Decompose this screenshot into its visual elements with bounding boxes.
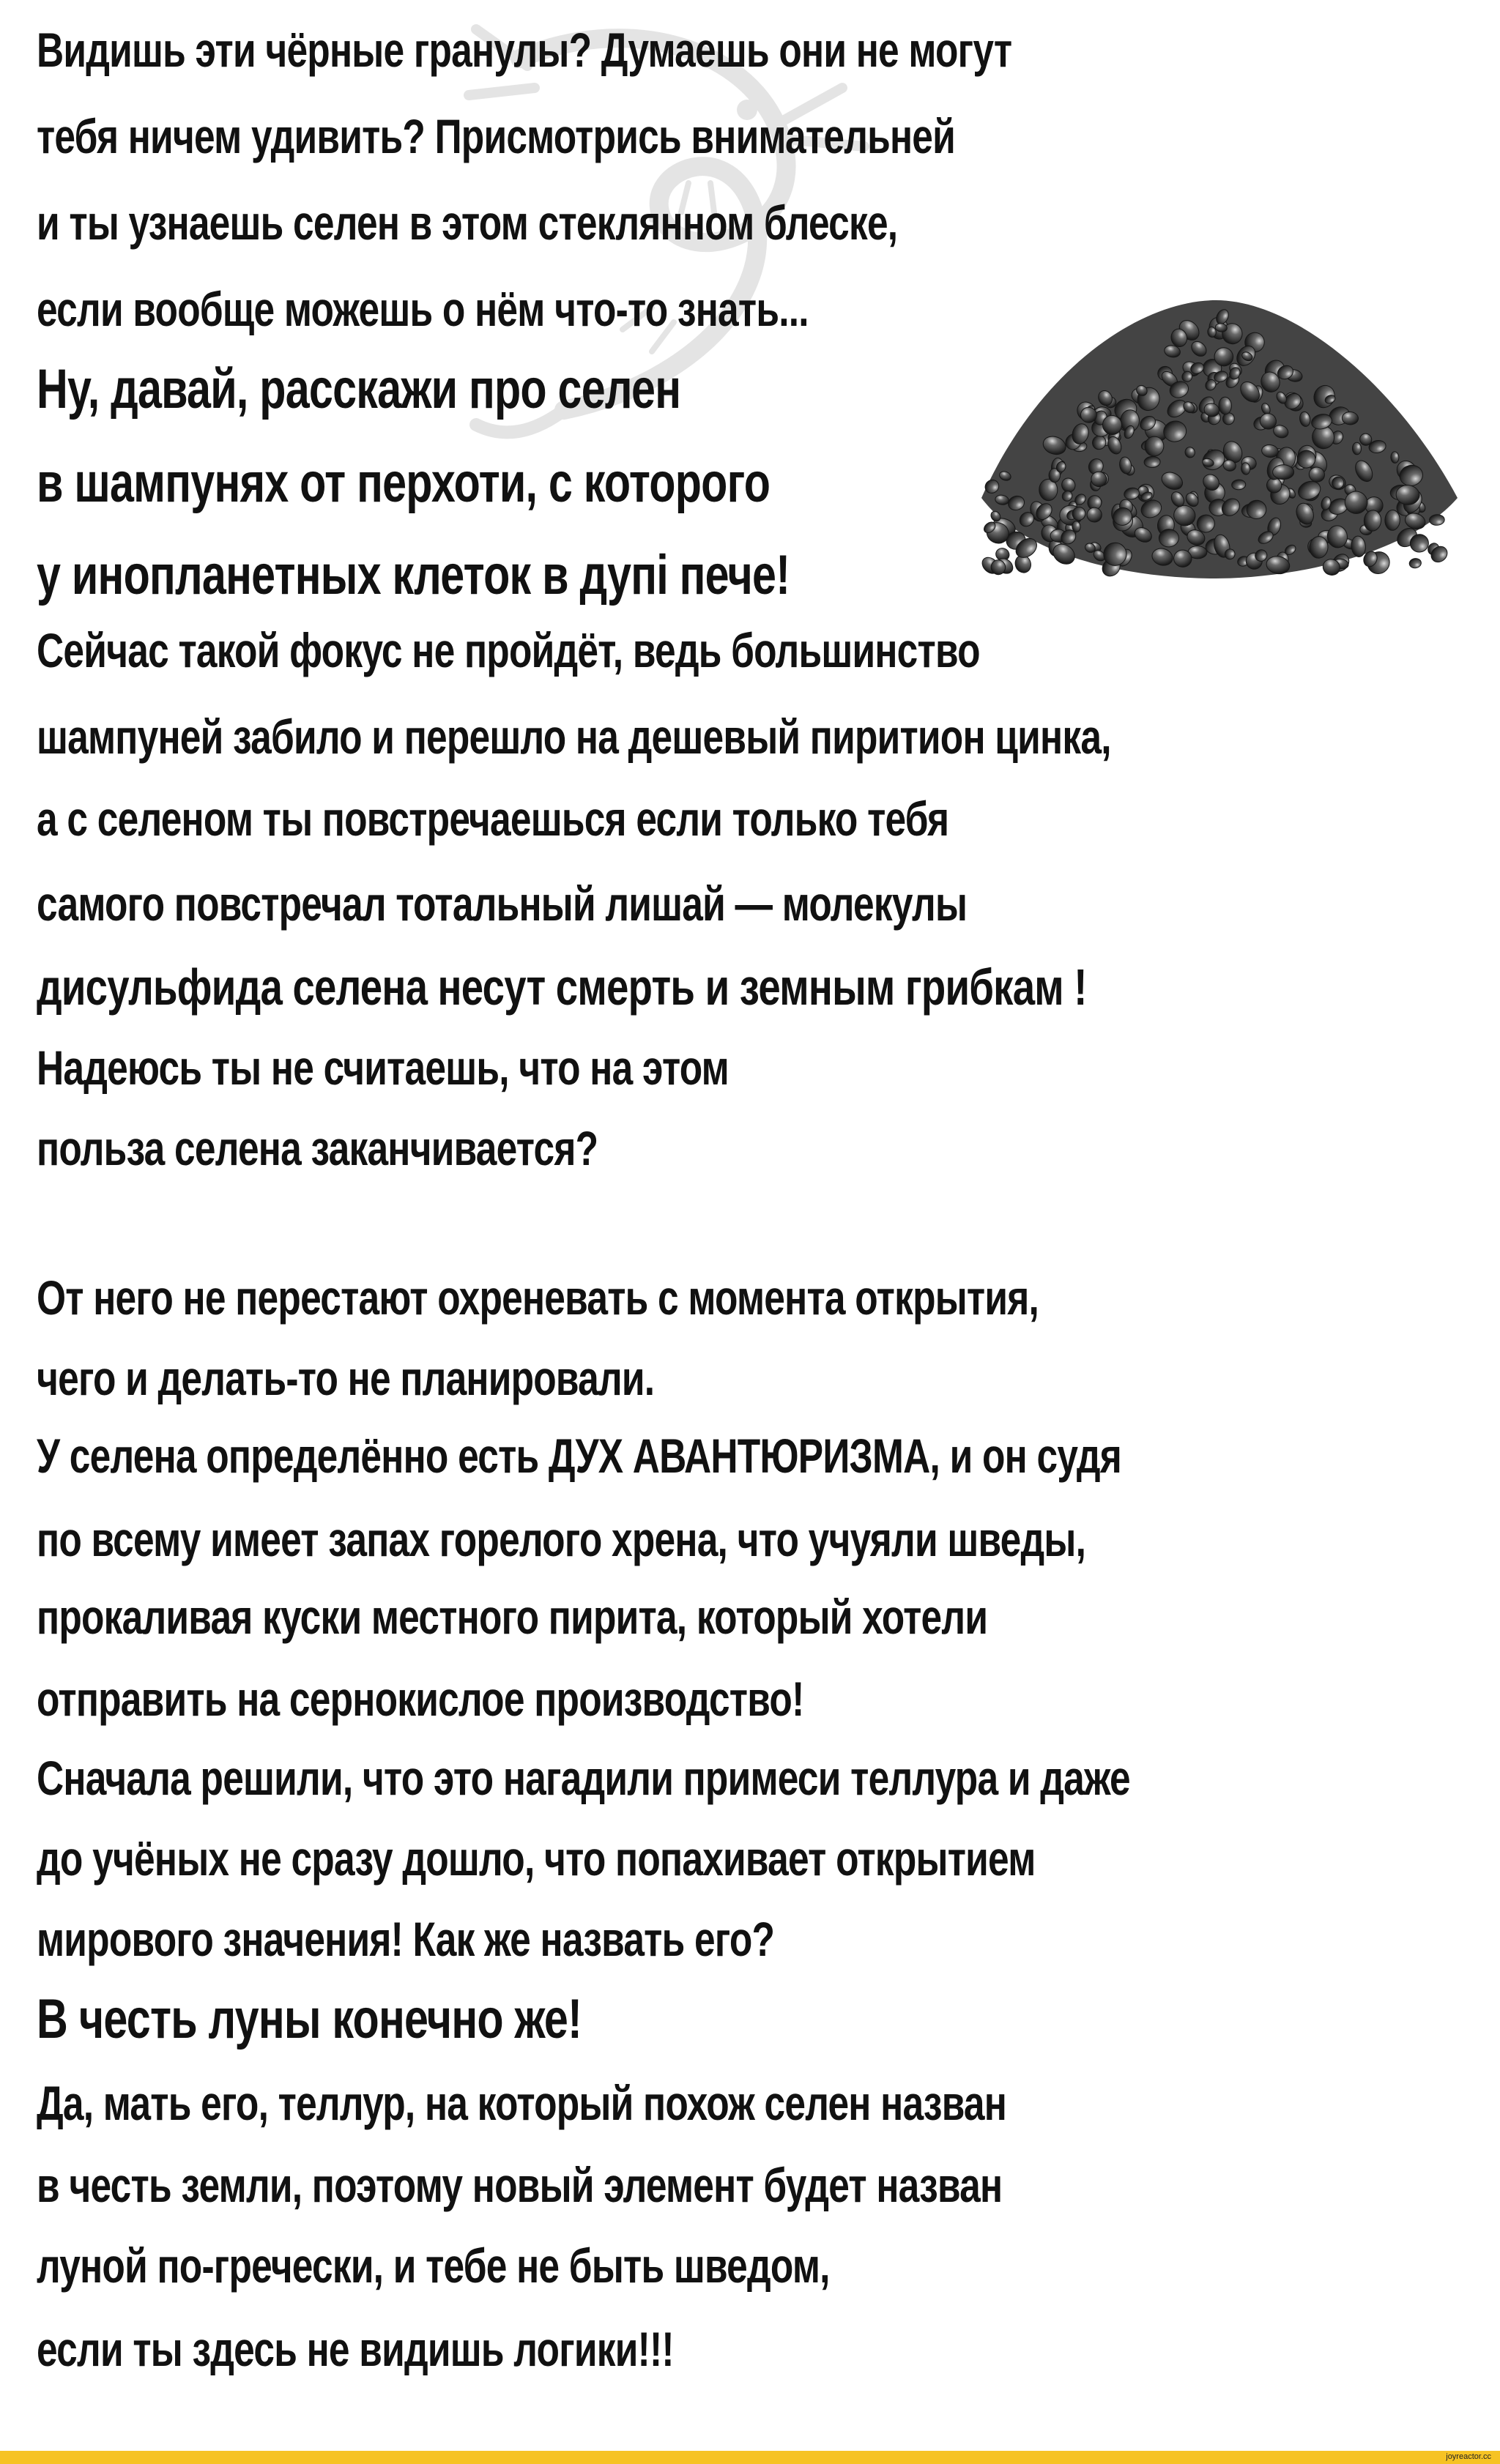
- text-line-2: тебя ничем удивить? Присмотрись внимательней: [37, 109, 956, 163]
- site-watermark: joyreactor.cc: [1443, 2452, 1494, 2461]
- text-line-23: мирового значения! Как же назвать его?: [37, 1912, 775, 1966]
- text-line-21: Сначала решили, что это нагадили примеси теллура и даже: [37, 1751, 1130, 1805]
- text-line-5: Ну, давай, расскажи про селен: [37, 358, 681, 420]
- granule: [1144, 456, 1161, 468]
- granule: [1273, 465, 1294, 480]
- text-line-14: польза селена заканчивается?: [37, 1121, 598, 1175]
- text-line-13: Надеюсь ты не считаешь, что на этом: [37, 1041, 729, 1095]
- granule: [1352, 442, 1362, 455]
- granule: [1390, 452, 1399, 464]
- granule: [1384, 510, 1400, 530]
- text-line-26: в честь земли, поэтому новый элемент будет назван: [37, 2158, 1003, 2212]
- text-line-24: В честь луны конечно же!: [37, 1988, 582, 2050]
- text-line-28: если ты здесь не видишь логики!!!: [37, 2322, 674, 2376]
- text-line-3: и ты узнаешь селен в этом стеклянном блеске,: [37, 196, 898, 250]
- text-line-10: а с селеном ты повстречаешься если только тебя: [37, 792, 949, 846]
- text-line-20: отправить на сернокислое производство!: [37, 1672, 804, 1726]
- text-line-11: самого повстречал тотальный лишай — молекулы: [37, 876, 968, 931]
- granule: [1429, 514, 1444, 525]
- text-line-12: дисульфида селена несут смерть и земным грибкам !: [37, 959, 1087, 1016]
- text-line-9: шампуней забило и перешло на дешевый пиритион цинка,: [37, 710, 1111, 764]
- text-line-19: прокаливая куски местного пирита, который хотели: [37, 1590, 988, 1644]
- text-line-1: Видишь эти чёрные гранулы? Думаешь они не могут: [37, 23, 1012, 77]
- text-line-15: От него не перестают охреневать с момента открытия,: [37, 1270, 1039, 1325]
- granule: [1231, 480, 1246, 491]
- text-line-25: Да, мать его, теллур, на который похож селен назван: [37, 2076, 1007, 2130]
- granule: [1219, 397, 1232, 414]
- selenium-granules-image: [952, 278, 1479, 586]
- text-line-16: чего и делать-то не планировали.: [37, 1351, 655, 1405]
- text-line-8: Сейчас такой фокус не пройдёт, ведь большинство: [37, 623, 980, 677]
- granule: [1408, 558, 1422, 569]
- text-line-17: У селена определённо есть ДУХ АВАНТЮРИЗМА, и он судя: [37, 1429, 1122, 1483]
- text-line-7: у инопланетных клеток в дупі пече!: [37, 544, 790, 606]
- text-line-22: до учёных не сразу дошло, что попахивает открытием: [37, 1831, 1036, 1886]
- footer-bar: [0, 2451, 1500, 2464]
- text-line-6: в шампунях от перхоти, с которого: [37, 452, 771, 514]
- text-line-4: если вообще можешь о нём что-то знать...: [37, 282, 809, 336]
- text-line-27: луной по-гречески, и тебе не быть шведом,: [37, 2238, 830, 2293]
- text-line-18: по всему имеет запах горелого хрена, что учуяли шведы,: [37, 1512, 1086, 1566]
